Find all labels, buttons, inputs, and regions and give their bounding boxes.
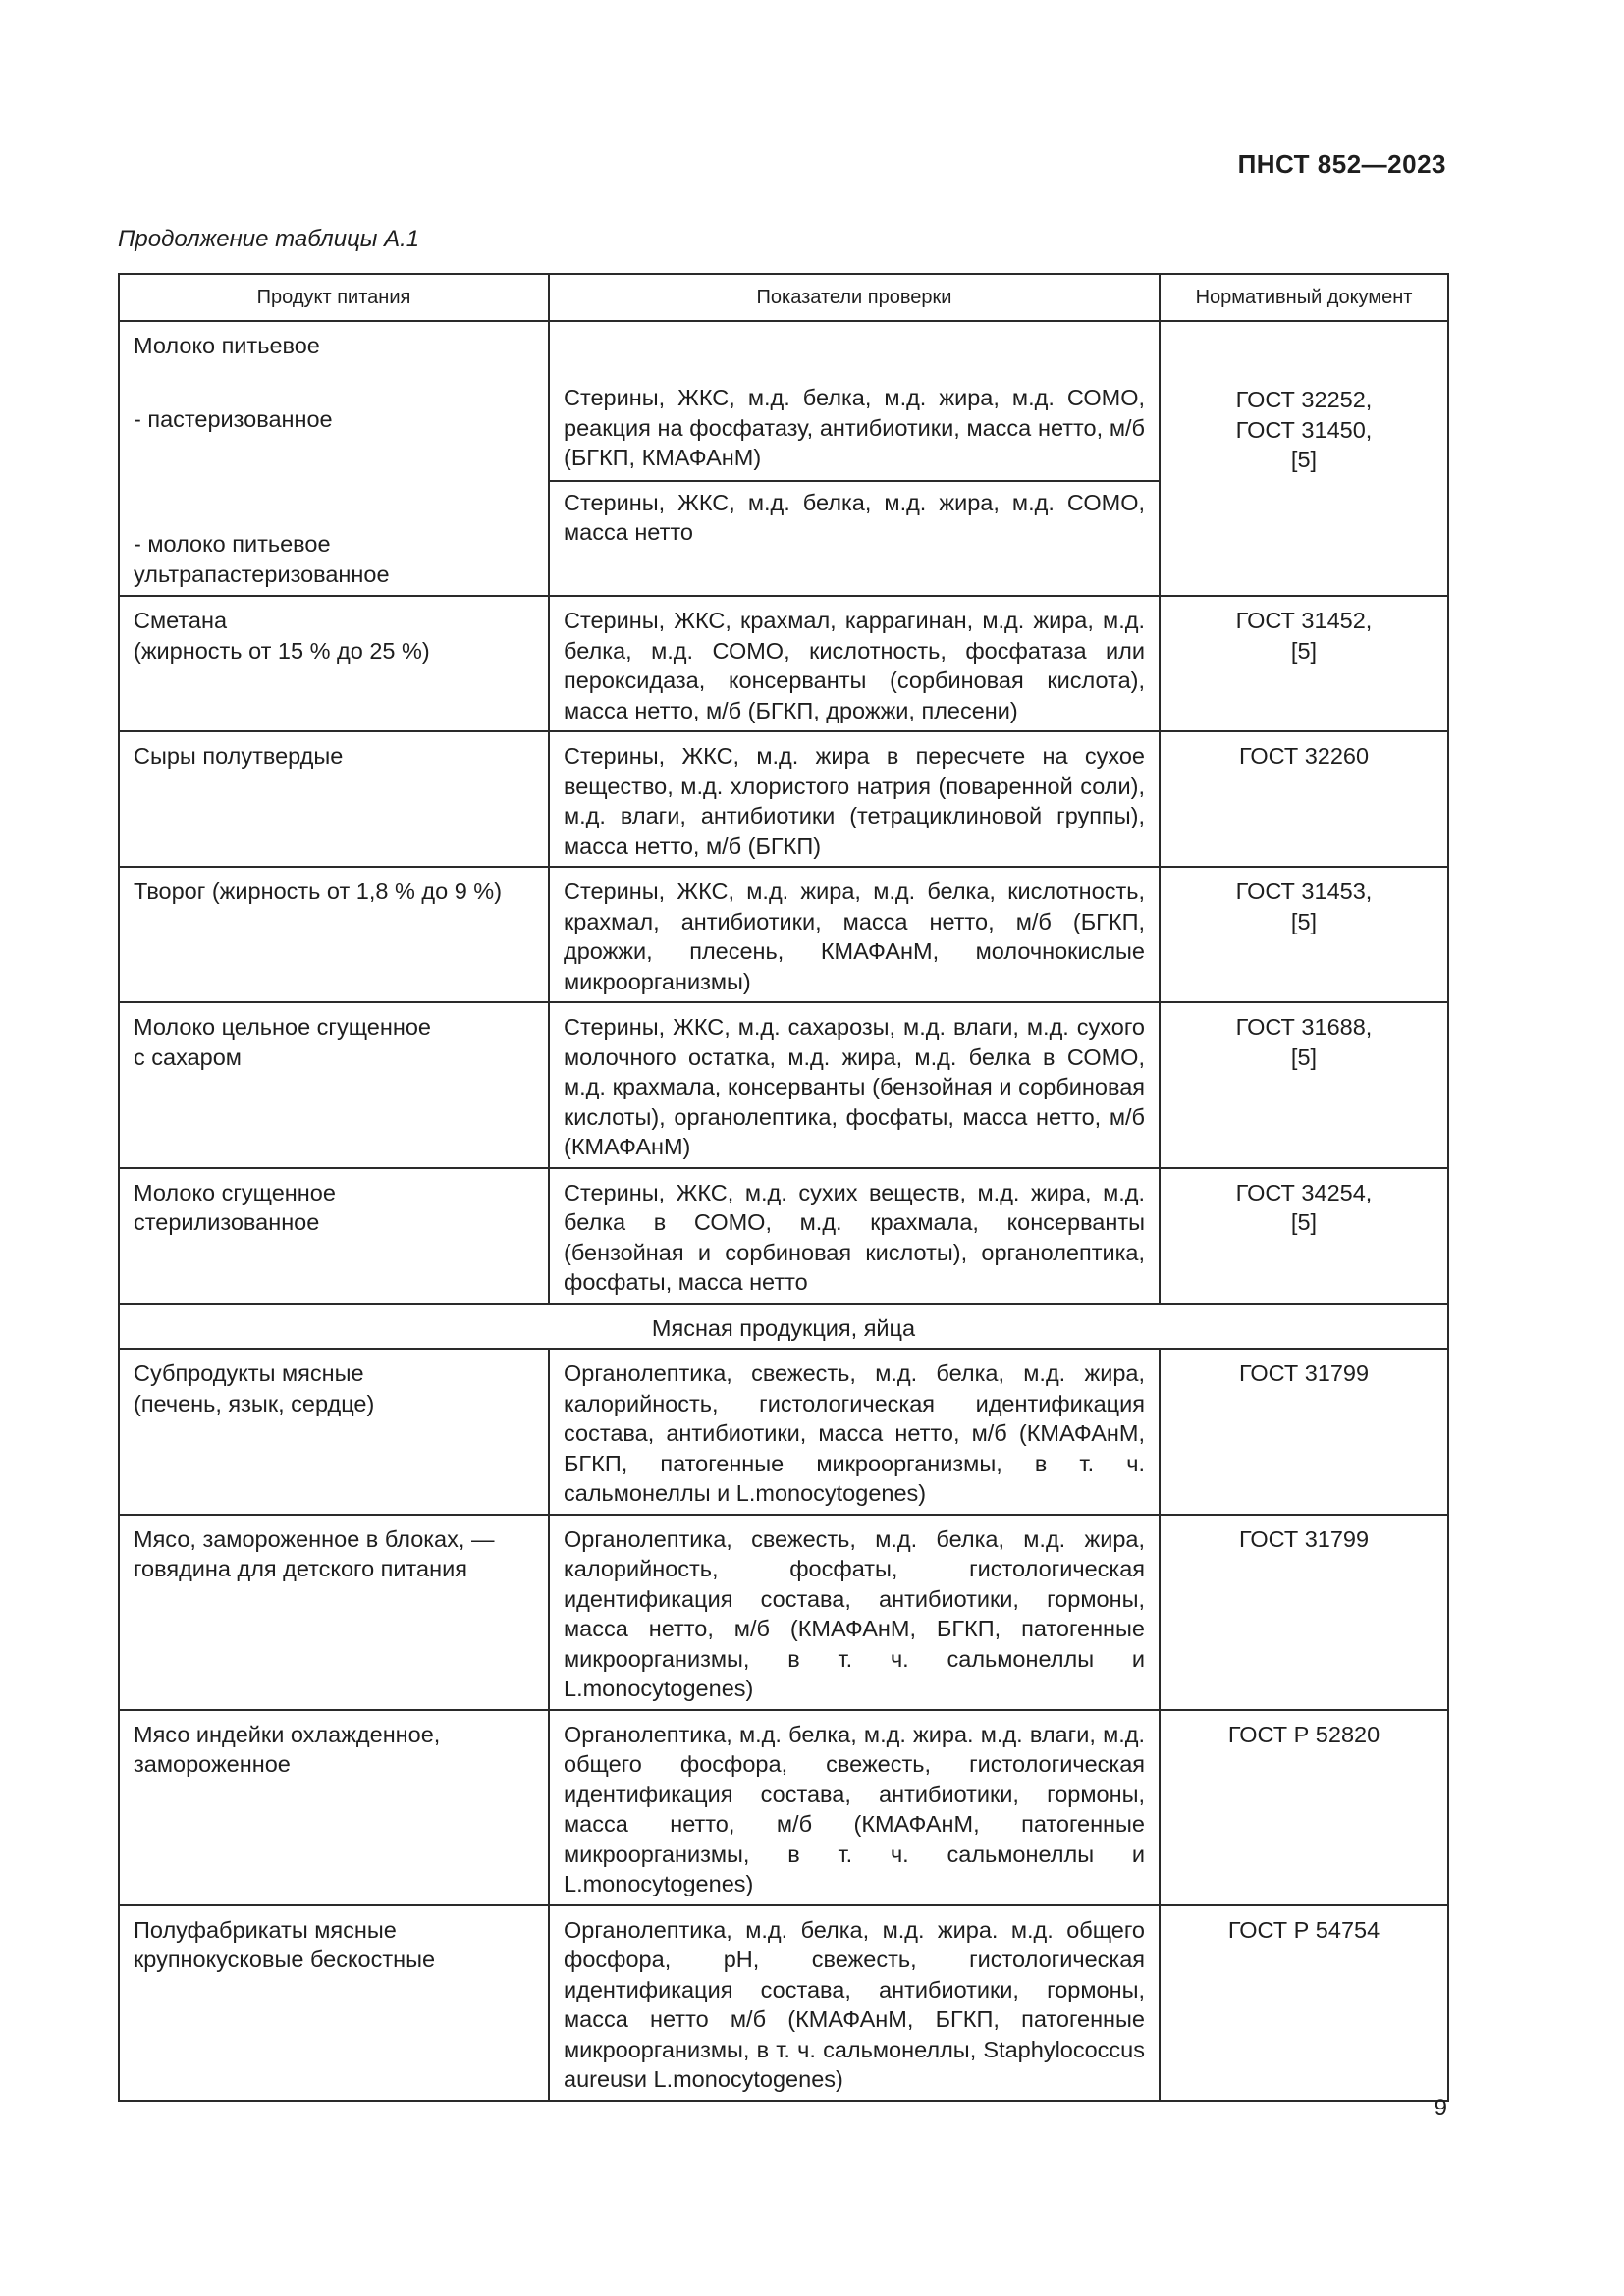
document-cell: ГОСТ 31453, [5] — [1160, 867, 1448, 1002]
indicators-cell: Органолептика, свежесть, м.д. белка, м.д. жира, калорийность, гистологическая идентификация состава, антибиотики, масса нетто, м/б (КМАФАнМ, БГКП, патогенные микроорганизмы, в т. ч. сальмонеллы и L.monocytogenes) — [549, 1349, 1160, 1515]
product-cell: Молоко сгущенное стерилизованное — [119, 1168, 549, 1304]
product-cell: Творог (жирность от 1,8 % до 9 %) — [119, 867, 549, 1002]
product-cell: Субпродукты мясные (печень, язык, сердце) — [119, 1349, 549, 1515]
product-group-title: Молоко питьевое — [134, 333, 320, 358]
indicators-cell: Органолептика, м.д. белка, м.д. жира. м.д. влаги, м.д. общего фосфора, свежесть, гистологическая идентификация состава, антибиотики, гормоны, масса нетто, м/б (КМАФАнМ, патогенные микроорганизмы, в т. ч. сальмонеллы и L.monocytogenes) — [549, 1710, 1160, 1905]
document-cell: ГОСТ 34254, [5] — [1160, 1168, 1448, 1304]
table-row — [119, 731, 1448, 867]
table-row — [119, 1710, 1448, 1905]
indicators-cell — [549, 321, 1160, 596]
indicators-text: Стерины, ЖКС, м.д. белка, м.д. жира, м.д. СОМО, реакция на фосфатазу, антибиотики, масса нетто, м/б (БГКП, КМАФАнМ) — [550, 377, 1159, 482]
document-cell: ГОСТ Р 54754 — [1160, 1905, 1448, 2101]
empty-spacer — [550, 322, 1159, 377]
product-cell: Сыры полутвердые — [119, 731, 549, 867]
document-cell: ГОСТ 32260 — [1160, 731, 1448, 867]
document-cell: ГОСТ 31452, [5] — [1160, 596, 1448, 731]
page-number: 9 — [1434, 2095, 1447, 2121]
table-caption: Продолжение таблицы А.1 — [118, 226, 420, 252]
table-row — [119, 321, 1448, 596]
product-cell: Молоко цельное сгущенное с сахаром — [119, 1002, 549, 1168]
product-cell: Сметана (жирность от 15 % до 25 %) — [119, 596, 549, 731]
column-header-document: Нормативный документ — [1160, 274, 1448, 321]
document-cell: ГОСТ Р 52820 — [1160, 1710, 1448, 1905]
indicators-cell: Стерины, ЖКС, м.д. жира, м.д. белка, кислотность, крахмал, антибиотики, масса нетто, м/б (БГКП, дрожжи, плесень, КМАФАнМ, молочнокислые микроорганизмы) — [549, 867, 1160, 1002]
indicators-cell: Стерины, ЖКС, крахмал, каррагинан, м.д. жира, м.д. белка, м.д. СОМО, кислотность, фосфатаза или пероксидаза, консерванты (сорбиновая кислота), масса нетто, м/б (БГКП, дрожжи, плесени) — [549, 596, 1160, 731]
table-row — [119, 1002, 1448, 1168]
product-cell — [119, 321, 549, 596]
indicators-cell: Органолептика, свежесть, м.д. белка, м.д. жира, калорийность, фосфаты, гистологическая идентификация состава, антибиотики, гормоны, масса нетто, м/б (КМАФАнМ, БГКП, патогенные микроорганизмы, в т. ч. сальмонеллы и L.monocytogenes) — [549, 1515, 1160, 1710]
column-header-product: Продукт питания — [119, 274, 549, 321]
indicators-cell: Стерины, ЖКС, м.д. сахарозы, м.д. влаги, м.д. сухого молочного остатка, м.д. жира, м.д. белка в СОМО, м.д. крахмала, консерванты (бензойная и сорбиновая кислоты), органолептика, фосфаты, масса нетто, м/б (КМАФАнМ) — [549, 1002, 1160, 1168]
product-cell: Полуфабрикаты мясные крупнокусковые бескостные — [119, 1905, 549, 2101]
product-subitem: - молоко питьевое ультрапастеризованное — [134, 531, 390, 587]
section-row — [119, 1304, 1448, 1350]
table-row — [119, 1515, 1448, 1710]
table-row — [119, 867, 1448, 1002]
indicators-table — [118, 273, 1449, 2102]
table-row — [119, 1168, 1448, 1304]
document-cell: ГОСТ 31799 — [1160, 1515, 1448, 1710]
column-header-indicators: Показатели проверки — [549, 274, 1160, 321]
document-cell: ГОСТ 31688, [5] — [1160, 1002, 1448, 1168]
section-title: Мясная продукция, яйца — [119, 1304, 1448, 1350]
document-cell: ГОСТ 31799 — [1160, 1349, 1448, 1515]
product-cell: Мясо индейки охлажденное, замороженное — [119, 1710, 549, 1905]
document-code: ПНСТ 852—2023 — [1237, 149, 1446, 179]
indicators-cell: Органолептика, м.д. белка, м.д. жира. м.д. общего фосфора, pH, свежесть, гистологическая идентификация состава, антибиотики, гормоны, масса нетто м/б (КМАФАнМ, БГКП, патогенные микроорганизмы, в т. ч. сальмонеллы, Staphylococcus aureusи L.monocytogenes) — [549, 1905, 1160, 2101]
table-row — [119, 1349, 1448, 1515]
indicators-cell: Стерины, ЖКС, м.д. жира в пересчете на сухое вещество, м.д. хлористого натрия (поваренной соли), м.д. влаги, антибиотики (тетрациклиновой группы), масса нетто, м/б (БГКП) — [549, 731, 1160, 867]
indicators-cell: Стерины, ЖКС, м.д. сухих веществ, м.д. жира, м.д. белка в СОМО, м.д. крахмала, консерванты (бензойная и сорбиновая кислоты), органолептика, фосфаты, масса нетто — [549, 1168, 1160, 1304]
table-row — [119, 596, 1448, 731]
document-cell: ГОСТ 32252, ГОСТ 31450, [5] — [1160, 321, 1448, 596]
table-header-row — [119, 274, 1448, 321]
table-row — [119, 1905, 1448, 2101]
indicators-text: Стерины, ЖКС, м.д. белка, м.д. жира, м.д. СОМО, масса нетто — [564, 489, 1145, 545]
product-cell: Мясо, замороженное в блоках, — говядина для детского питания — [119, 1515, 549, 1710]
product-subitem: - пастеризованное — [134, 406, 333, 432]
